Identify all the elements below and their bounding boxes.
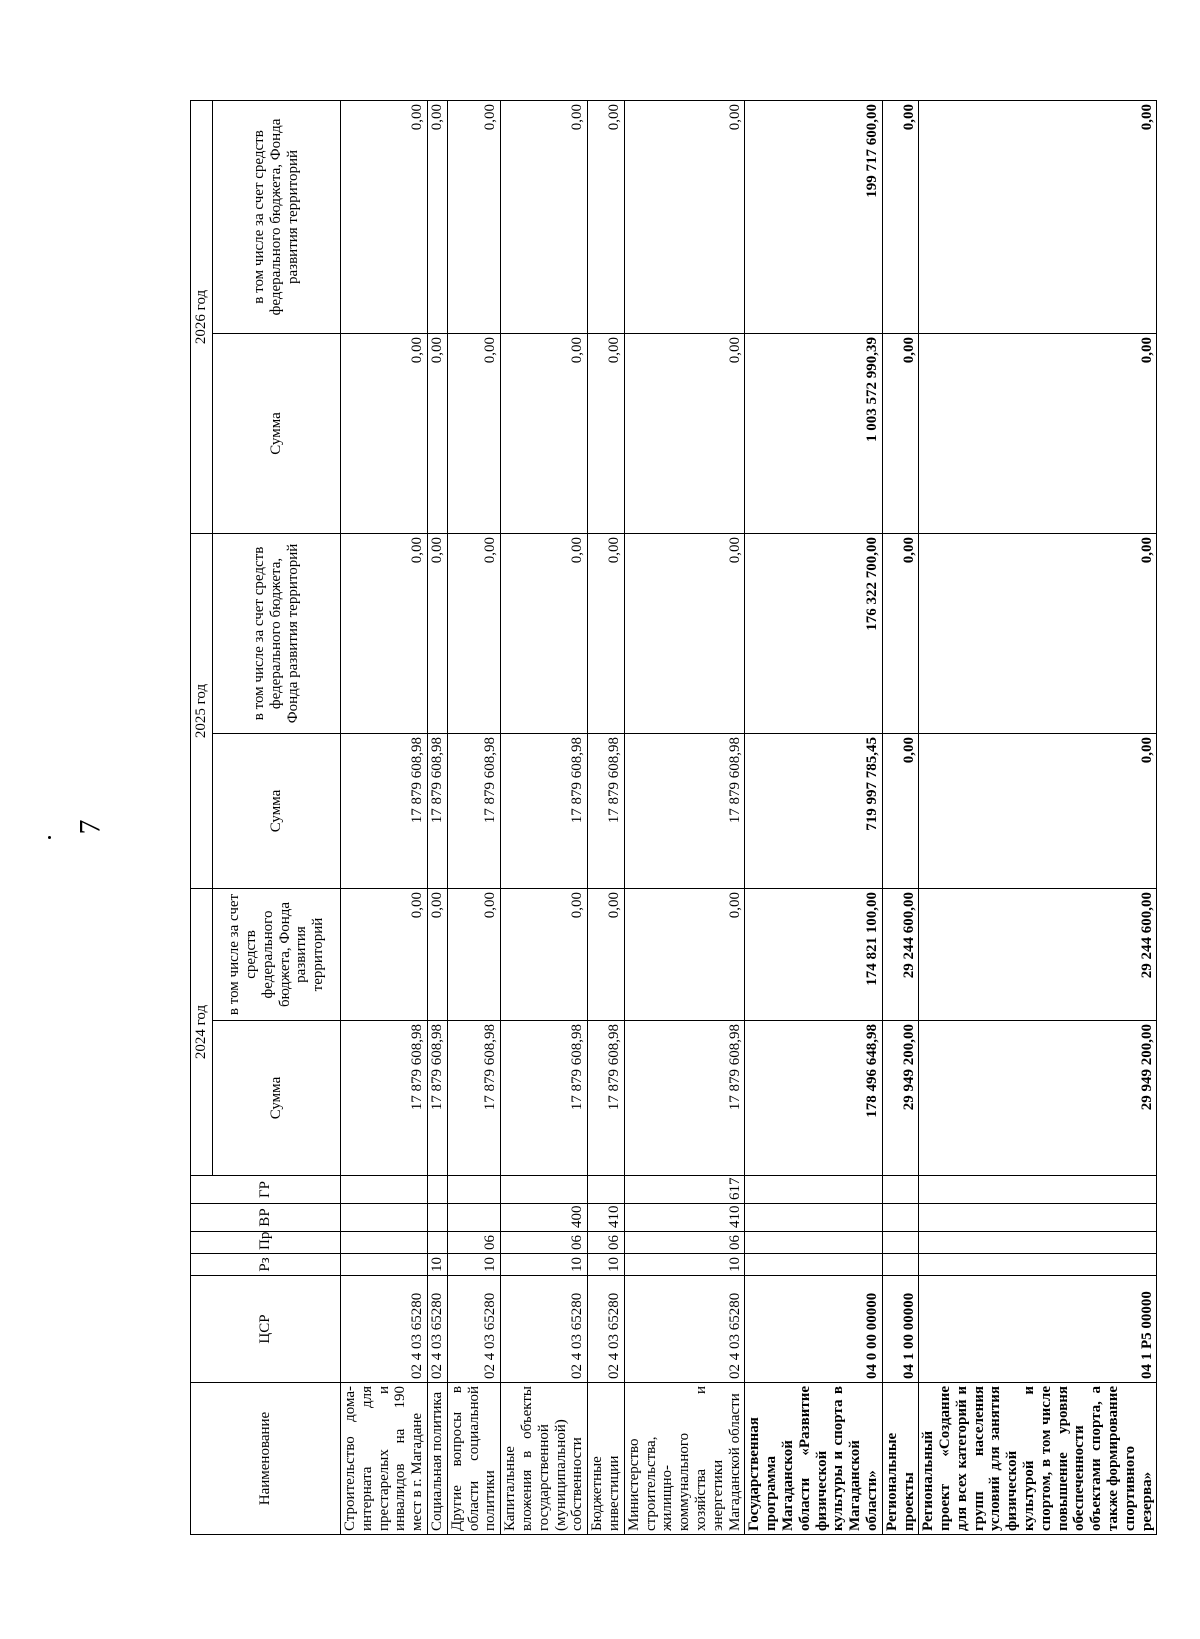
row-pr: 06 — [501, 1232, 588, 1254]
row-name: Региональный проект «Создание для всех категорий и групп населения условий для занятия физической культурой и спортом, в том числе повышение уровня обеспеченности объектами спорта, а также формирование спортивного резерва» — [919, 1383, 1157, 1535]
row-sum-2026: 0,00 — [588, 333, 625, 533]
rotated-table-wrapper — [190, 101, 1155, 1535]
table-row — [501, 100, 588, 1534]
row-csr: 02 4 03 65280 — [588, 1276, 625, 1383]
row-rz: 10 — [447, 1254, 500, 1276]
header-vr: ВР — [191, 1204, 341, 1232]
row-vr — [341, 1204, 428, 1232]
table-row — [427, 100, 447, 1534]
header-year-2026: 2026 год — [191, 100, 213, 533]
row-federal-2024: 174 821 100,00 — [745, 888, 882, 1020]
row-federal-2026: 0,00 — [624, 100, 745, 333]
table-body — [341, 100, 1157, 1534]
row-federal-2025: 0,00 — [588, 533, 625, 733]
row-federal-2026: 0,00 — [919, 100, 1157, 333]
row-rz: 10 — [624, 1254, 745, 1276]
row-vr — [427, 1204, 447, 1232]
row-sum-2026: 0,00 — [882, 333, 919, 533]
row-federal-2025: 0,00 — [501, 533, 588, 733]
table-row — [341, 100, 428, 1534]
row-vr: 400 — [501, 1204, 588, 1232]
row-federal-2026: 0,00 — [427, 100, 447, 333]
row-csr: 02 4 03 65280 — [447, 1276, 500, 1383]
row-sum-2024: 17 879 608,98 — [447, 1021, 500, 1176]
row-vr — [447, 1204, 500, 1232]
row-federal-2025: 0,00 — [447, 533, 500, 733]
row-gr — [882, 1176, 919, 1204]
row-gr — [919, 1176, 1157, 1204]
row-sum-2026: 0,00 — [624, 333, 745, 533]
table-row — [588, 100, 625, 1534]
row-federal-2025: 0,00 — [919, 533, 1157, 733]
row-federal-2024: 0,00 — [447, 888, 500, 1020]
row-gr — [341, 1176, 428, 1204]
row-name: Бюджетные инвестиции — [588, 1383, 625, 1535]
row-name: Региональные проекты — [882, 1383, 919, 1535]
row-sum-2024: 17 879 608,98 — [427, 1021, 447, 1176]
row-vr: 410 — [624, 1204, 745, 1232]
row-rz — [882, 1254, 919, 1276]
header-federal-2024: в том числе за счет средств федерального бюджета, Фонда развития территорий — [213, 888, 341, 1020]
header-csr: ЦСР — [191, 1276, 341, 1383]
row-name: Строительство дома-интерната для престарелых и инвалидов на 190 мест в г. Магадане — [341, 1383, 428, 1535]
row-sum-2025: 17 879 608,98 — [447, 733, 500, 888]
header-gr: ГР — [191, 1176, 341, 1204]
row-csr: 02 4 03 65280 — [341, 1276, 428, 1383]
row-federal-2024: 0,00 — [341, 888, 428, 1020]
row-federal-2025: 0,00 — [341, 533, 428, 733]
row-sum-2024: 17 879 608,98 — [588, 1021, 625, 1176]
row-sum-2026: 0,00 — [427, 333, 447, 533]
row-federal-2025: 0,00 — [882, 533, 919, 733]
row-sum-2025: 0,00 — [919, 733, 1157, 888]
row-rz — [745, 1254, 882, 1276]
row-federal-2026: 0,00 — [341, 100, 428, 333]
row-rz: 10 — [588, 1254, 625, 1276]
row-sum-2025: 17 879 608,98 — [427, 733, 447, 888]
row-pr — [745, 1232, 882, 1254]
scan-speck — [48, 836, 51, 839]
header-rz: Рз — [191, 1254, 341, 1276]
row-sum-2025: 17 879 608,98 — [501, 733, 588, 888]
row-rz: 10 — [427, 1254, 447, 1276]
table-row — [882, 100, 919, 1534]
row-sum-2026: 0,00 — [341, 333, 428, 533]
row-federal-2024: 0,00 — [501, 888, 588, 1020]
row-pr — [882, 1232, 919, 1254]
row-rz: 10 — [501, 1254, 588, 1276]
row-federal-2024: 0,00 — [588, 888, 625, 1020]
row-federal-2024: 0,00 — [624, 888, 745, 1020]
row-sum-2026: 0,00 — [919, 333, 1157, 533]
row-sum-2025: 17 879 608,98 — [588, 733, 625, 888]
header-year-2025: 2025 год — [191, 533, 213, 888]
row-sum-2024: 29 949 200,00 — [919, 1021, 1157, 1176]
row-sum-2026: 1 003 572 990,39 — [745, 333, 882, 533]
row-csr: 02 4 03 65280 — [427, 1276, 447, 1383]
row-name: Министерство строительства, жилищно-коммунального хозяйства и энергетики Магаданской области — [624, 1383, 745, 1535]
row-federal-2025: 176 322 700,00 — [745, 533, 882, 733]
row-pr: 06 — [624, 1232, 745, 1254]
table-row — [919, 100, 1157, 1534]
header-sum-2024: Сумма — [213, 1021, 341, 1176]
row-name: Другие вопросы в области социальной политики — [447, 1383, 500, 1535]
page-number: 7 — [73, 819, 107, 835]
row-sum-2026: 0,00 — [447, 333, 500, 533]
row-federal-2026: 0,00 — [447, 100, 500, 333]
row-name: Социальная политика — [427, 1383, 447, 1535]
row-sum-2025: 17 879 608,98 — [341, 733, 428, 888]
row-federal-2024: 0,00 — [427, 888, 447, 1020]
header-pr: Пр — [191, 1232, 341, 1254]
header-row-years — [191, 100, 213, 1534]
table-row — [447, 100, 500, 1534]
row-gr — [745, 1176, 882, 1204]
row-name: Государственная программа Магаданской области «Развитие физической культуры и спорта в Магаданской области» — [745, 1383, 882, 1535]
row-pr: 06 — [447, 1232, 500, 1254]
row-gr — [501, 1176, 588, 1204]
row-vr — [745, 1204, 882, 1232]
row-name: Капитальные вложения в объекты государственной (муниципальной) собственности — [501, 1383, 588, 1535]
row-csr: 02 4 03 65280 — [624, 1276, 745, 1383]
row-pr — [341, 1232, 428, 1254]
row-federal-2026: 0,00 — [882, 100, 919, 333]
row-gr — [588, 1176, 625, 1204]
row-pr — [919, 1232, 1157, 1254]
header-sum-2025: Сумма — [213, 733, 341, 888]
row-csr: 02 4 03 65280 — [501, 1276, 588, 1383]
row-sum-2024: 178 496 648,98 — [745, 1021, 882, 1176]
header-federal-2025: в том числе за счет средств федерального бюджета, Фонда развития территорий — [213, 533, 341, 733]
row-federal-2024: 29 244 600,00 — [882, 888, 919, 1020]
row-pr: 06 — [588, 1232, 625, 1254]
row-federal-2025: 0,00 — [427, 533, 447, 733]
row-sum-2025: 0,00 — [882, 733, 919, 888]
header-sum-2026: Сумма — [213, 333, 341, 533]
row-vr — [882, 1204, 919, 1232]
rotated-table-container — [190, 101, 1155, 1535]
row-sum-2024: 17 879 608,98 — [624, 1021, 745, 1176]
row-sum-2025: 719 997 785,45 — [745, 733, 882, 888]
row-csr: 04 1 P5 00000 — [919, 1276, 1157, 1383]
row-rz — [341, 1254, 428, 1276]
row-csr: 04 0 00 00000 — [745, 1276, 882, 1383]
row-pr — [427, 1232, 447, 1254]
row-federal-2026: 0,00 — [501, 100, 588, 333]
row-rz — [919, 1254, 1157, 1276]
row-vr — [919, 1204, 1157, 1232]
header-federal-2026: в том числе за счет средств федерального бюджета, Фонда развития территорий — [213, 100, 341, 333]
row-sum-2025: 17 879 608,98 — [624, 733, 745, 888]
row-sum-2024: 17 879 608,98 — [501, 1021, 588, 1176]
header-name: Наименование — [191, 1383, 341, 1535]
row-federal-2024: 29 244 600,00 — [919, 888, 1157, 1020]
row-gr — [427, 1176, 447, 1204]
table-row — [745, 100, 882, 1534]
row-federal-2026: 0,00 — [588, 100, 625, 333]
row-vr: 410 — [588, 1204, 625, 1232]
header-year-2024: 2024 год — [191, 888, 213, 1175]
row-federal-2026: 199 717 600,00 — [745, 100, 882, 333]
row-csr: 04 1 00 00000 — [882, 1276, 919, 1383]
row-sum-2024: 17 879 608,98 — [341, 1021, 428, 1176]
budget-table — [190, 100, 1157, 1535]
row-gr — [447, 1176, 500, 1204]
row-sum-2024: 29 949 200,00 — [882, 1021, 919, 1176]
row-sum-2026: 0,00 — [501, 333, 588, 533]
table-row — [624, 100, 745, 1534]
row-federal-2025: 0,00 — [624, 533, 745, 733]
row-gr: 617 — [624, 1176, 745, 1204]
